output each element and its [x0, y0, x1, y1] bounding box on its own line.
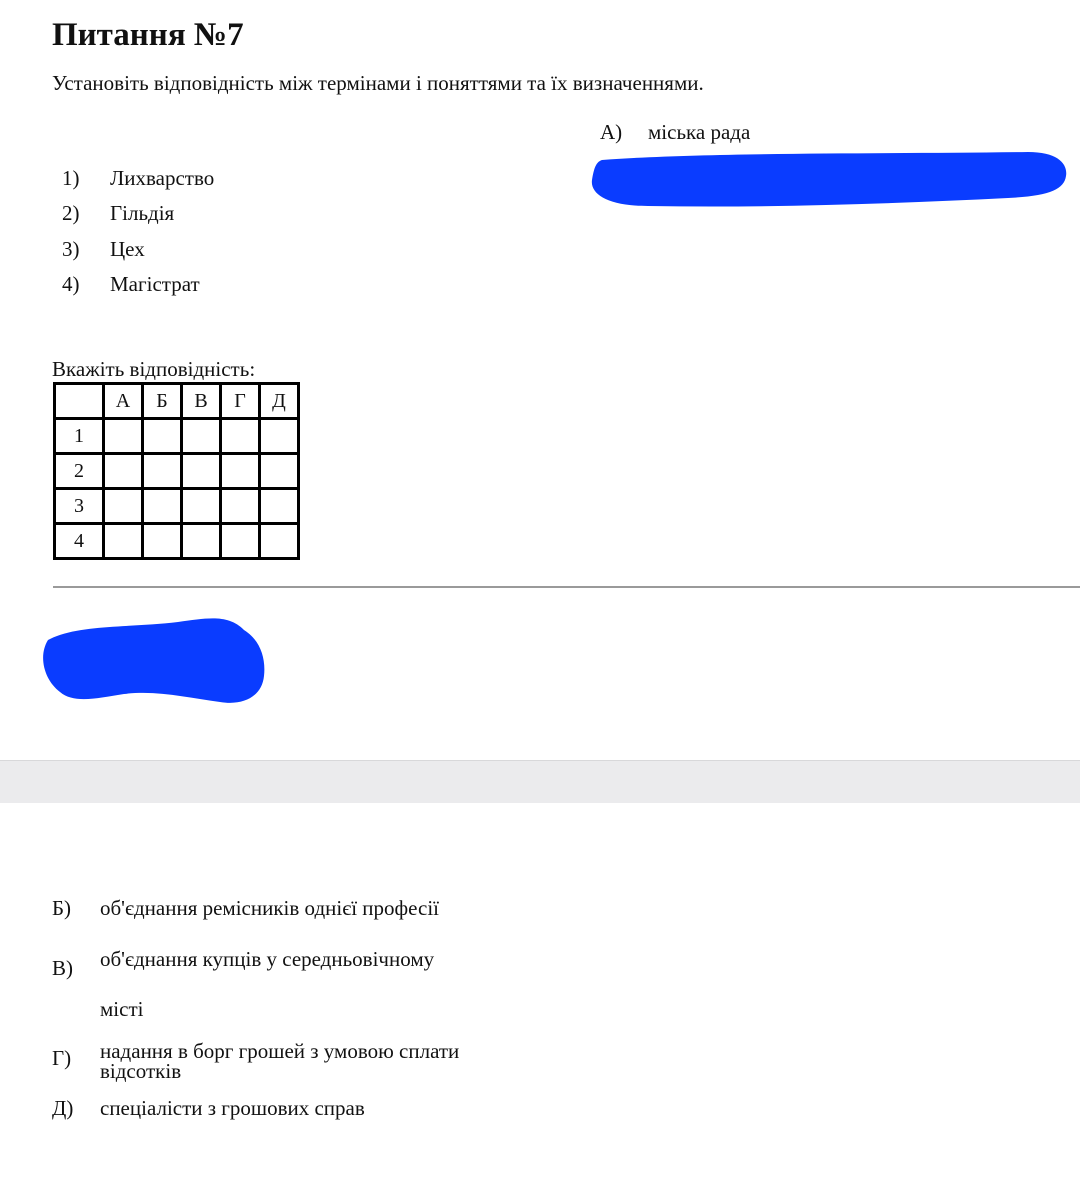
term-4 — [62, 270, 200, 298]
redaction-scribble — [588, 146, 1070, 212]
term-number: 4) — [62, 272, 80, 296]
grid-row-header: 2 — [55, 454, 104, 489]
grid-answer-cell[interactable] — [104, 524, 143, 559]
grid-answer-cell[interactable] — [221, 419, 260, 454]
term-text: Гільдія — [110, 201, 175, 225]
grid-answer-cell[interactable] — [182, 489, 221, 524]
answer-grid — [53, 382, 300, 560]
term-number: 1) — [62, 166, 80, 190]
question-title: Питання №7 — [52, 17, 244, 53]
definition-letter: Д) — [52, 1096, 74, 1120]
grid-row-header: 1 — [55, 419, 104, 454]
grid-header-row — [55, 384, 299, 419]
definition-letter: Б) — [52, 896, 72, 920]
grid-answer-cell[interactable] — [104, 489, 143, 524]
grid-answer-cell[interactable] — [260, 489, 299, 524]
definition-letter: А) — [600, 120, 623, 144]
definition-letter: Г) — [52, 1046, 72, 1070]
grid-col-header: Г — [221, 384, 260, 419]
grid-col-header: Д — [260, 384, 299, 419]
definition-text-continued: місті — [100, 997, 144, 1021]
grid-answer-cell[interactable] — [260, 419, 299, 454]
grid-row — [55, 454, 299, 489]
grid-answer-cell[interactable] — [104, 454, 143, 489]
answer-grid-caption: Вкажіть відповідність: — [52, 357, 256, 381]
grid-answer-cell[interactable] — [182, 454, 221, 489]
definition-text-continued: відсотків — [100, 1059, 182, 1083]
grid-row-header: 4 — [55, 524, 104, 559]
redaction-scribble — [38, 610, 270, 710]
definition-d — [52, 1094, 365, 1122]
definition-text: об'єднання купців у середньовічному — [100, 947, 435, 971]
grid-answer-cell[interactable] — [143, 419, 182, 454]
page-break — [0, 760, 1080, 803]
grid-answer-cell[interactable] — [104, 419, 143, 454]
definition-text: об'єднання ремісників однієї професії — [100, 896, 439, 920]
definition-text: міська рада — [648, 120, 751, 144]
definition-letter: В) — [52, 956, 73, 980]
definition-b — [52, 894, 439, 922]
grid-col-header: А — [104, 384, 143, 419]
grid-row — [55, 489, 299, 524]
term-text: Лихварство — [110, 166, 215, 190]
grid-answer-cell[interactable] — [143, 489, 182, 524]
definition-text: надання в борг грошей з умовою сплати — [100, 1039, 460, 1063]
grid-answer-cell[interactable] — [260, 454, 299, 489]
grid-answer-cell[interactable] — [143, 524, 182, 559]
grid-answer-cell[interactable] — [260, 524, 299, 559]
definition-text: спеціалісти з грошових справ — [100, 1096, 365, 1120]
grid-col-header: Б — [143, 384, 182, 419]
question-instruction: Установіть відповідність між термінами і поняттями та їх визначеннями. — [52, 71, 704, 95]
grid-answer-cell[interactable] — [221, 454, 260, 489]
grid-row — [55, 524, 299, 559]
grid-answer-cell[interactable] — [221, 489, 260, 524]
term-text: Цех — [110, 237, 145, 261]
definition-a — [600, 118, 750, 146]
term-1 — [62, 164, 214, 192]
grid-answer-cell[interactable] — [143, 454, 182, 489]
grid-row-header: 3 — [55, 489, 104, 524]
term-2 — [62, 199, 174, 227]
section-divider — [53, 586, 1080, 588]
term-text: Магістрат — [110, 272, 200, 296]
grid-answer-cell[interactable] — [182, 524, 221, 559]
grid-col-header: В — [182, 384, 221, 419]
term-3 — [62, 235, 145, 263]
grid-corner-cell — [55, 384, 104, 419]
term-number: 3) — [62, 237, 80, 261]
term-number: 2) — [62, 201, 80, 225]
grid-answer-cell[interactable] — [221, 524, 260, 559]
grid-answer-cell[interactable] — [182, 419, 221, 454]
grid-row — [55, 419, 299, 454]
